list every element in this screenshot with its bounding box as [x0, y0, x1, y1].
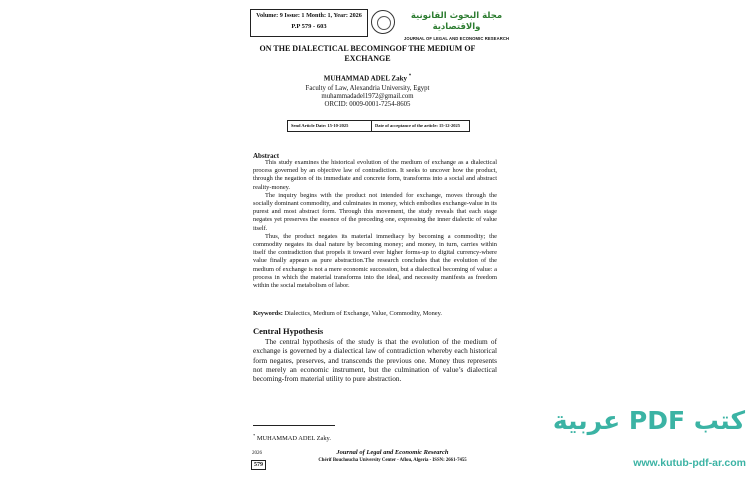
university-seal-logo [371, 10, 395, 34]
volume-info-box [250, 9, 368, 37]
watermark-arabic: كتب PDF عربية [552, 406, 745, 435]
page-number: 579 [251, 460, 266, 470]
journal-name-english: JOURNAL OF LEGAL AND ECONOMIC RESEARCH [403, 36, 510, 41]
abstract-paragraph: The inquiry begins with the product not intended for exchange, moves through the socially dominant commodity, and culminates in money, which embodies exchange-value in its purest and most abstract form. Through this movement, the study reveals that each stage negates yet preserves the essence of the preceding one, expressing the inner dialectic of value itself. [253, 191, 497, 232]
author-name: MUHAMMAD ADEL Zaky [323, 74, 407, 83]
author-line [245, 73, 490, 83]
footnote-text: MUHAMMAD ADEL Zaky. [256, 435, 331, 443]
abstract-heading: Abstract [253, 152, 280, 160]
keywords-text: Dialectics, Medium of Exchange, Value, Commodity, Money. [284, 310, 442, 317]
footnote-mark: * [253, 433, 256, 438]
central-hypothesis-body [253, 337, 497, 383]
footnote-divider [253, 425, 335, 426]
keywords-line [253, 310, 497, 318]
page-range: P.P 579 - 603 [291, 23, 327, 30]
author-affiliation: Faculty of Law, Alexandria University, Egypt [305, 85, 430, 92]
seal-inner-ring [377, 16, 391, 30]
footer-journal-name: Journal of Legal and Economic Research [336, 449, 449, 456]
send-date: Send Article Date: 15-10-2025 [288, 121, 372, 131]
footnote [253, 433, 331, 442]
footer-year: 2026 [252, 451, 262, 456]
journal-name-arabic: مجلة البحوث القانونية والاقتصادية [410, 11, 503, 32]
acceptance-date: Date of acceptance of the article: 15-12-2025 [375, 123, 460, 128]
central-hypothesis-heading: Central Hypothesis [253, 326, 324, 336]
journal-name-box [398, 9, 515, 39]
watermark-url[interactable]: www.kutub-pdf-ar.com [633, 457, 746, 469]
abstract-paragraph: This study examines the historical evolution of the medium of exchange as a dialectical process governed by an objective law of contradiction. It seeks to uncover how the product, through the negation of its immediate and concrete form, transforms into a social and abstract reality-money. [253, 159, 497, 191]
author-email: muhammadadel1972@gmail.com [321, 93, 414, 100]
volume-line: Volume: 9 Issue: 1 Month: 1, Year: 2026 [256, 12, 362, 19]
abstract-paragraph: Thus, the product negates its material immediacy by becoming a commodity; the commodity negates its dual nature by becoming money; and money, in turn, carries within itself the contradiction that propels it toward ever higher forms-up to digital currency-where value finally appears as pure abstraction.The research concludes that the evolution of the medium of exchange is not a mere economic succession, but a dialectical becoming of value: a process in which the material transforms into the ideal, and necessity manifests as freedom within the social metabolism of labor. [253, 232, 497, 290]
footer-university: Chérif Bouchoucha University Center - Aflou, Algeria - ISSN: 2661-7455 [318, 458, 467, 463]
keywords-label: Keywords: [253, 310, 283, 317]
author-orcid: ORCID: 0009-0001-7254-8605 [324, 101, 411, 108]
central-hypothesis-paragraph: The central hypothesis of the study is that the evolution of the medium of exchange is governed by a dialectical law of contradiction whereby each historical form negates, preserves, and transcends the previous one. Money thus represents not merely an economic instrument, but the culmination of value’s dialectical becoming-from material utility to pure abstraction. [253, 337, 497, 384]
abstract-body [253, 159, 497, 290]
article-dates-box [287, 120, 470, 132]
author-mark: * [408, 74, 412, 79]
article-title: ON THE DIALECTICAL BECOMINGOF THE MEDIUM OF EXCHANGE [259, 44, 476, 63]
